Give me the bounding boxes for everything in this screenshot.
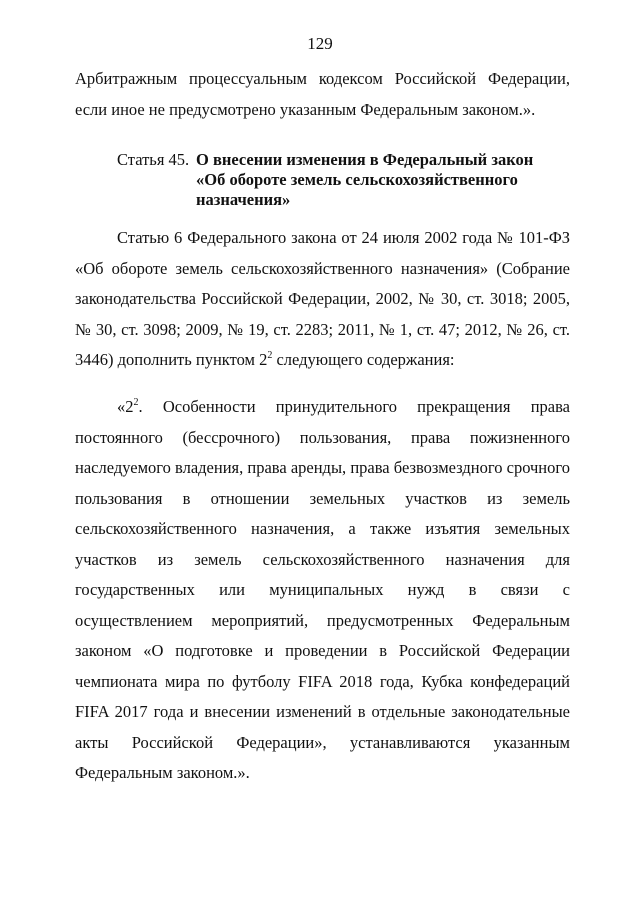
page-number: 129 xyxy=(307,34,333,53)
intro-paragraph: Арбитражным процессуальным кодексом Российской Федерации, если иное не предусмотрено указанным Федеральным законом.». xyxy=(75,69,570,119)
article-title-line-1: О внесении изменения в Федеральный закон xyxy=(196,150,534,169)
body1-text-main: Статью 6 Федерального закона от 24 июля 2002 года № 101-ФЗ «Об обороте земель сельскохозяйственного назначения» (Собрание законодательства Российской Федерации, 2002, № 30, ст. 3018; 2005, № 30, ст. 3098; 2009, № 19, ст. 2283; 2011, № 1, ст. 47; 2012, № 26, ст. 3446) дополнить пунктом 2 xyxy=(75,228,570,369)
body2-text-main: . Особенности принудительного прекращения права постоянного (бессрочного) пользования, права пожизненного наследуемого владения, права аренды, права безвозмездного срочного пользования в отношении земельных участков из земель сельскохозяйственного назначения, а также изъятия земельных участков из земель сельскохозяйственного назначения для государственных или муниципальных нужд в связи с осуществлением мероприятий, предусмотренных Федеральным законом «О подготовке и проведении в Российской Федерации чемпионата мира по футболу FIFA 2018 года, Кубка конфедераций FIFA 2017 года и внесении изменений в отдельные законодательные акты Российской Федерации», устанавливаются указанным Федеральным законом.». xyxy=(75,397,570,782)
body2-text-lead: «2 xyxy=(117,397,134,416)
article-number: Статья 45. xyxy=(117,150,190,169)
article-title-line-3: назначения» xyxy=(196,190,291,209)
body2-superscript: 2 xyxy=(133,397,139,408)
body-paragraph-new-point xyxy=(75,392,570,789)
body1-text-tail: следующего содержания: xyxy=(272,350,455,369)
article-title xyxy=(196,150,576,210)
body-paragraph-amendment xyxy=(75,223,570,376)
article-title-line-2: «Об обороте земель сельскохозяйственного xyxy=(196,170,518,189)
body1-superscript: 2 xyxy=(267,350,273,361)
